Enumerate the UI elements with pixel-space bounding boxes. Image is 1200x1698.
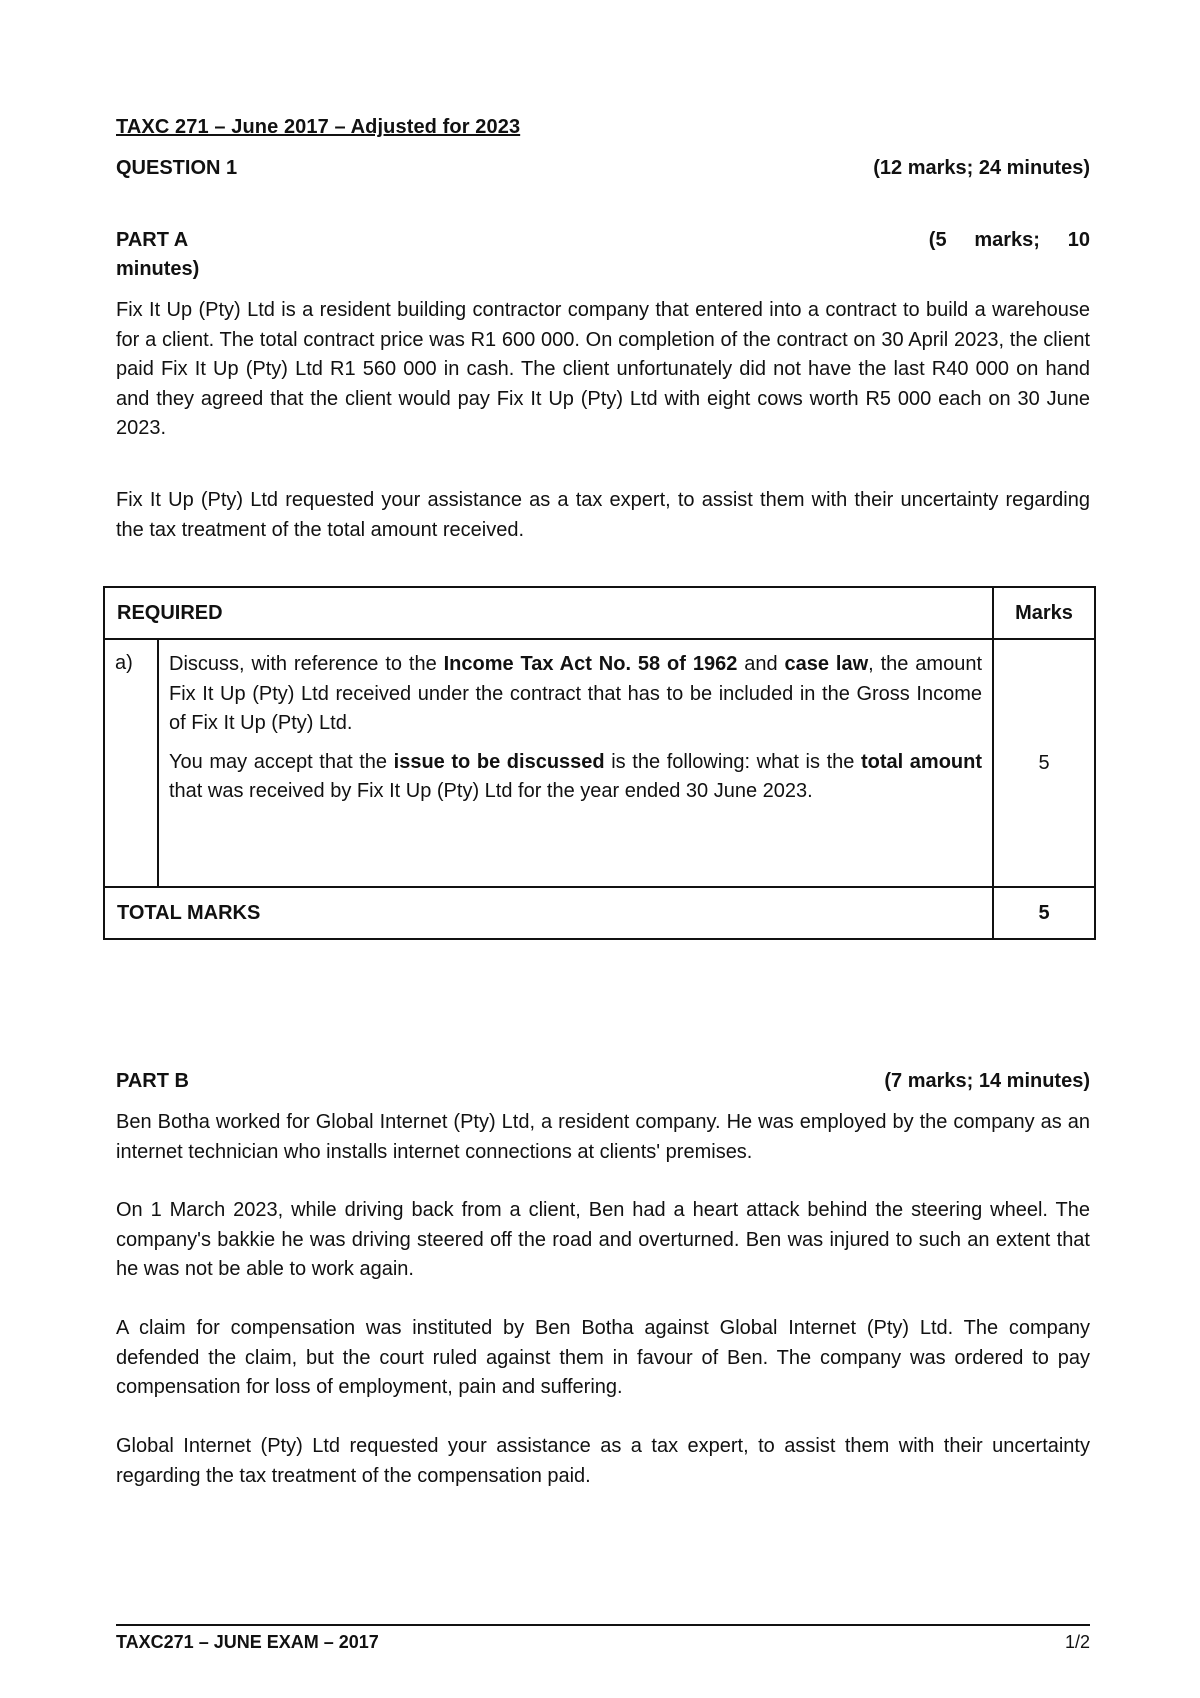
total-row — [104, 887, 1095, 939]
part-b-paragraph-4 — [116, 1432, 1090, 1491]
footer-divider — [116, 1624, 1090, 1626]
part-b-paragraph-3 — [116, 1314, 1090, 1403]
part-b-label: PART B — [116, 1070, 189, 1092]
question-marks: (12 marks; 24 minutes) — [873, 157, 1090, 179]
document-title: TAXC 271 – June 2017 – Adjusted for 2023 — [116, 116, 521, 138]
part-b-paragraph-2 — [116, 1196, 1090, 1285]
part-b-paragraph-3-text: A claim for compensation was instituted by Ben Botha against Global Internet (Pty) Ltd. The company defended the claim, but the court ruled against them in favour of Ben. The company was ordered to pay compensation for loss of employment, pain and suffering. — [116, 1317, 1090, 1398]
required-table-row — [104, 639, 1095, 887]
row-paragraph-2: You may accept that the issue to be discussed is the following: what is the total amount that was received by Fix It Up (Pty) Ltd for the year ended 30 June 2023. — [169, 750, 983, 802]
row-paragraph-1: Discuss, with reference to the Income Tax Act No. 58 of 1962 and case law, the amount Fix It Up (Pty) Ltd received under the contract that has to be included in the Gross Income of Fix It Up (Pty) Ltd. — [169, 653, 983, 734]
required-table — [103, 586, 1096, 940]
question-label: QUESTION 1 — [116, 157, 238, 179]
part-a-paragraph-1-text: Fix It Up (Pty) Ltd is a resident building contractor company that entered into a contract to build a warehouse for a client. The total contract price was R1 600 000. On completion of the contract on 30 April 2023, the client paid Fix It Up (Pty) Ltd R1 560 000 in cash. The client unfortunately did not have the last R40 000 on hand and they agreed that the client would pay Fix It Up (Pty) Ltd with eight cows worth R5 000 each on 30 June 2023. — [116, 299, 1090, 439]
page-number: 1/2 — [1064, 1632, 1090, 1652]
part-b-paragraph-1-text: Ben Botha worked for Global Internet (Pty) Ltd, a resident company. He was employed by the company as an internet technician who installs internet connections at clients' premises. — [116, 1111, 1090, 1163]
part-b-marks: (7 marks; 14 minutes) — [884, 1070, 1090, 1092]
part-a-marks: (5 marks; 10 — [928, 229, 1090, 251]
total-marks: 5 — [993, 887, 1095, 939]
part-a-label: PART A — [116, 229, 189, 251]
row-marks: 5 — [993, 639, 1095, 887]
footer-exam-label: TAXC271 – JUNE EXAM – 2017 — [116, 1632, 379, 1652]
part-b-paragraph-1 — [116, 1108, 1090, 1167]
row-label: a) — [104, 639, 158, 887]
part-a-paragraph-2 — [116, 486, 1090, 545]
part-a-paragraph-2-text: Fix It Up (Pty) Ltd requested your assistance as a tax expert, to assist them with their uncertainty regarding the tax treatment of the total amount received. — [116, 489, 1090, 541]
row-description — [158, 639, 993, 887]
part-b-paragraph-4-text: Global Internet (Pty) Ltd requested your assistance as a tax expert, to assist them with their uncertainty regarding the tax treatment of the compensation paid. — [116, 1435, 1090, 1487]
total-label: TOTAL MARKS — [104, 887, 993, 939]
required-header: REQUIRED — [104, 587, 993, 639]
required-table-header-row — [104, 587, 1095, 639]
part-a-paragraph-1 — [116, 296, 1090, 444]
marks-header: Marks — [993, 587, 1095, 639]
part-b-paragraph-2-text: On 1 March 2023, while driving back from a client, Ben had a heart attack behind the steering wheel. The company's bakkie he was driving steered off the road and overturned. Ben was injured to such an extent that he was not be able to work again. — [116, 1199, 1090, 1280]
part-a-marks-line2: minutes) — [116, 258, 200, 280]
